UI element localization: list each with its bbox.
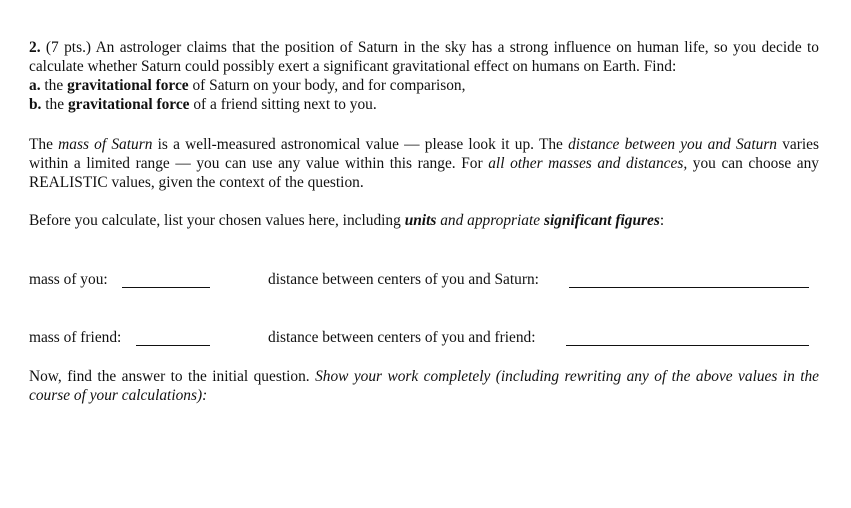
blank-row-2 bbox=[29, 328, 819, 348]
question-points: (7 pts.) bbox=[45, 39, 92, 56]
question-block bbox=[29, 38, 819, 114]
mass-friend-blank[interactable] bbox=[136, 345, 210, 346]
part-a-label: a. bbox=[29, 77, 41, 94]
distance-friend-label: distance between centers of you and friend: bbox=[268, 329, 536, 346]
part-a-text-before: the bbox=[44, 77, 64, 94]
info-italic-other: all other masses and distances, bbox=[488, 155, 688, 172]
info-italic-distance-saturn: distance between you and Saturn bbox=[568, 136, 778, 153]
mass-friend-label: mass of friend: bbox=[29, 329, 122, 346]
distance-friend-blank[interactable] bbox=[566, 345, 809, 346]
info-paragraph bbox=[29, 135, 819, 192]
instruction-italic-and: and appropriate bbox=[440, 212, 541, 229]
final-italic: Show your work completely (including rewriting any of the above values in the course of your calculations): bbox=[29, 368, 819, 404]
instruction-block bbox=[29, 211, 819, 230]
instruction-colon: : bbox=[659, 212, 665, 229]
instruction-text-1: Before you calculate, list your chosen values here, including bbox=[29, 212, 401, 229]
part-b-text-before: the bbox=[45, 96, 65, 113]
info-block bbox=[29, 135, 819, 192]
question-intro bbox=[29, 38, 819, 76]
info-italic-mass-saturn: mass of Saturn bbox=[58, 136, 153, 153]
mass-you-blank[interactable] bbox=[122, 287, 210, 288]
distance-saturn-label: distance between centers of you and Saturn: bbox=[268, 271, 539, 288]
instruction-units: units bbox=[404, 212, 437, 229]
instruction-sig-figs: significant figures bbox=[543, 212, 660, 229]
final-paragraph bbox=[29, 367, 819, 405]
instruction-paragraph bbox=[29, 211, 819, 230]
part-b-bold: gravitational force bbox=[67, 96, 190, 113]
final-block bbox=[29, 367, 819, 405]
question-part-a bbox=[29, 76, 819, 95]
question-intro-text: An astrologer claims that the position of Saturn in the sky has a strong influence on human life, so you decide to calculate whether Saturn could possibly exert a significant gravitational effect on humans on Earth. Find: bbox=[29, 39, 819, 75]
info-text-3: varies within a limited range — you can use any value within this range. For bbox=[29, 136, 819, 172]
distance-saturn-blank[interactable] bbox=[569, 287, 809, 288]
info-text-4: you can choose any REALISTIC values, given the context of the question. bbox=[29, 155, 819, 191]
info-text-1: The bbox=[29, 136, 53, 153]
blank-row-1 bbox=[29, 270, 819, 290]
part-a-text-after: of Saturn on your body, and for comparison, bbox=[192, 77, 466, 94]
info-text-2: is a well-measured astronomical value — please look it up. The bbox=[157, 136, 563, 153]
mass-you-label: mass of you: bbox=[29, 271, 108, 288]
question-number: 2. bbox=[29, 39, 41, 56]
part-a-bold: gravitational force bbox=[67, 77, 189, 94]
part-b-label: b. bbox=[29, 96, 42, 113]
final-text: Now, find the answer to the initial question. bbox=[29, 368, 310, 385]
part-b-text-after: of a friend sitting next to you. bbox=[193, 96, 377, 113]
question-part-b bbox=[29, 95, 819, 114]
